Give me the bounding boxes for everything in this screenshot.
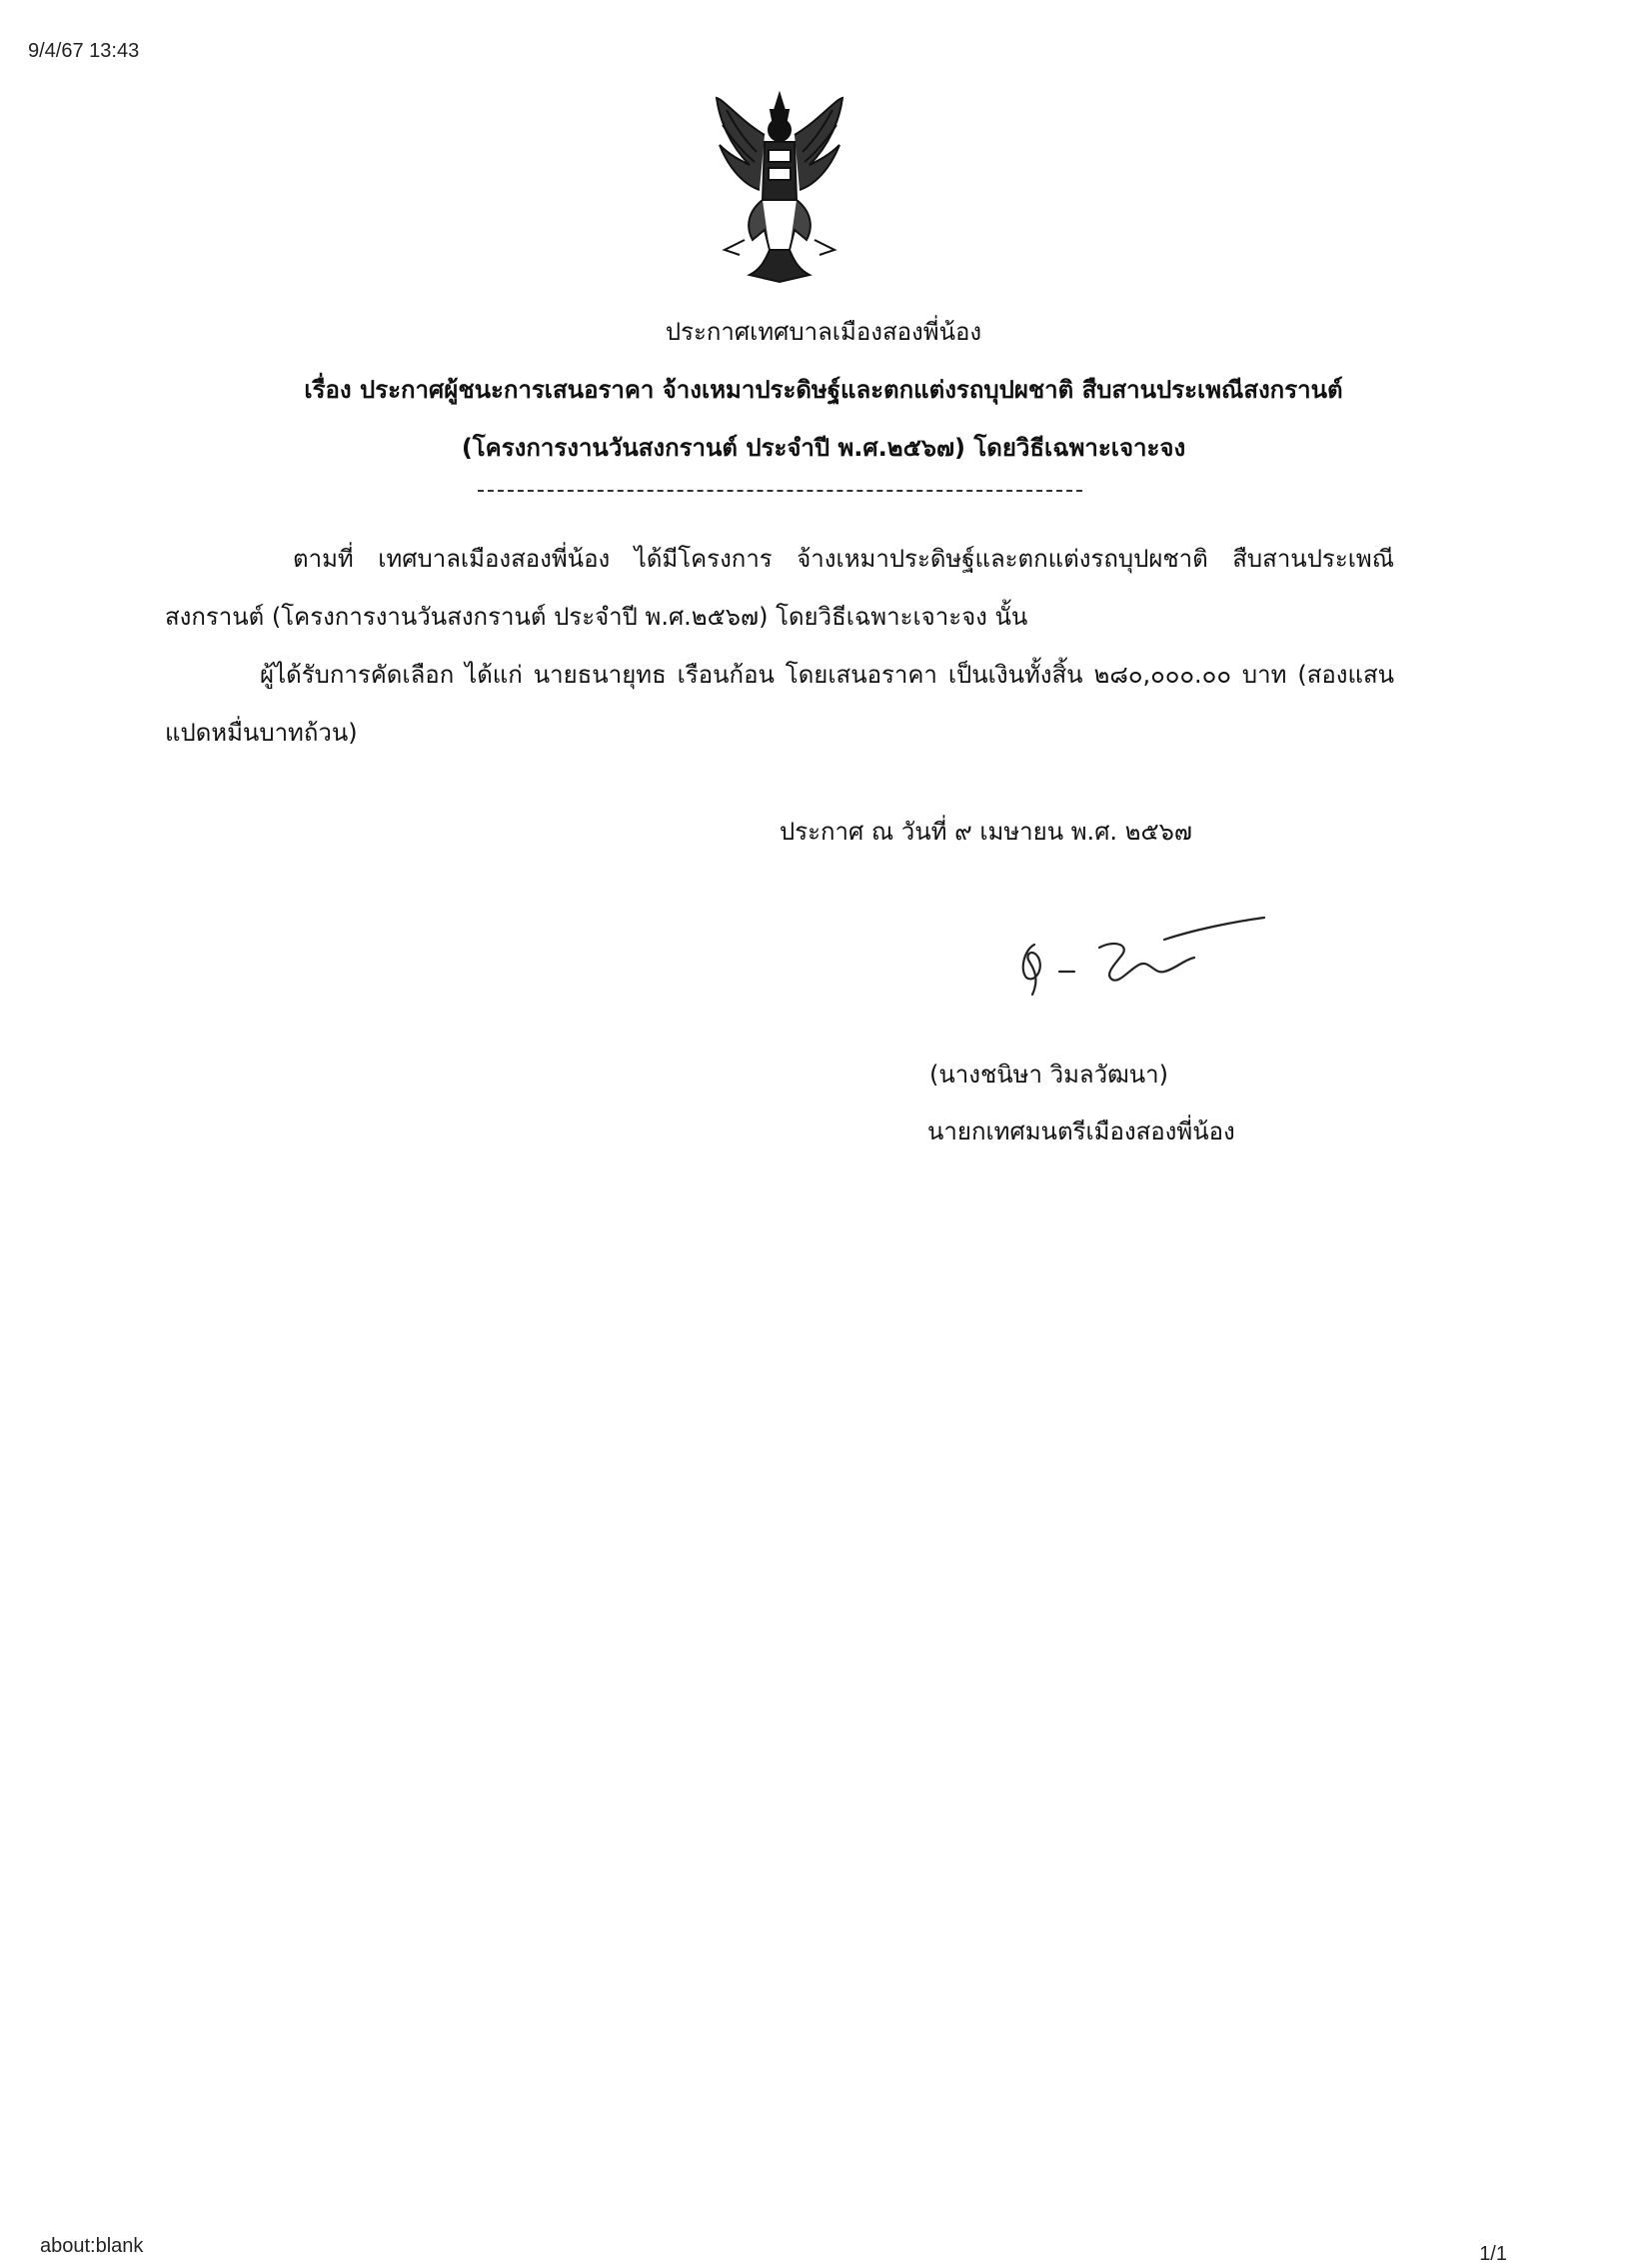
signer-name: (นางชนิษา วิมลวัฒนา): [929, 1061, 1168, 1089]
issuer-title: ประกาศเทศบาลเมืองสองพี่น้อง: [665, 318, 982, 346]
print-timestamp: 9/4/67 13:43: [28, 40, 140, 62]
garuda-emblem-icon: [705, 90, 854, 285]
handwritten-signature: [1004, 900, 1274, 1010]
subject-line-1: เรื่อง ประกาศผู้ชนะการเสนอราคา จ้างเหมาประดิษฐ์และตกแต่งรถบุปผชาติ สืบสานประเพณีสงกรานต์: [304, 376, 1343, 404]
body-paragraph-1: ตามที่ เทศบาลเมืองสองพี่น้อง ได้มีโครงการ จ้างเหมาประดิษฐ์และตกแต่งรถบุปผชาติ สืบสานประเพณีสงกรานต์ (โครงการงานวันสงกรานต์ ประจำปี พ.ศ.๒๕๖๗) โดยวิธีเฉพาะเจาะจง นั้น: [165, 545, 1394, 631]
announcement-date: ประกาศ ณ วันที่ ๙ เมษายน พ.ศ. ๒๕๖๗: [780, 818, 1192, 846]
signer-title: นายกเทศมนตรีเมืองสองพี่น้อง: [927, 1118, 1235, 1145]
section-divider: [478, 490, 1082, 492]
print-url: about:blank: [40, 2235, 144, 2257]
body-paragraph-2: ผู้ได้รับการคัดเลือก ได้แก่ นายธนายุทธ เรือนก้อน โดยเสนอราคา เป็นเงินทั้งสิ้น ๒๘๐,๐๐๐.๐๐ บาท (สองแสนแปดหมื่นบาทถ้วน): [165, 661, 1394, 747]
page-count: 1/1: [1479, 2243, 1507, 2265]
subject-line-2: (โครงการงานวันสงกรานต์ ประจำปี พ.ศ.๒๕๖๗) โดยวิธีเฉพาะเจาะจง: [461, 434, 1186, 462]
